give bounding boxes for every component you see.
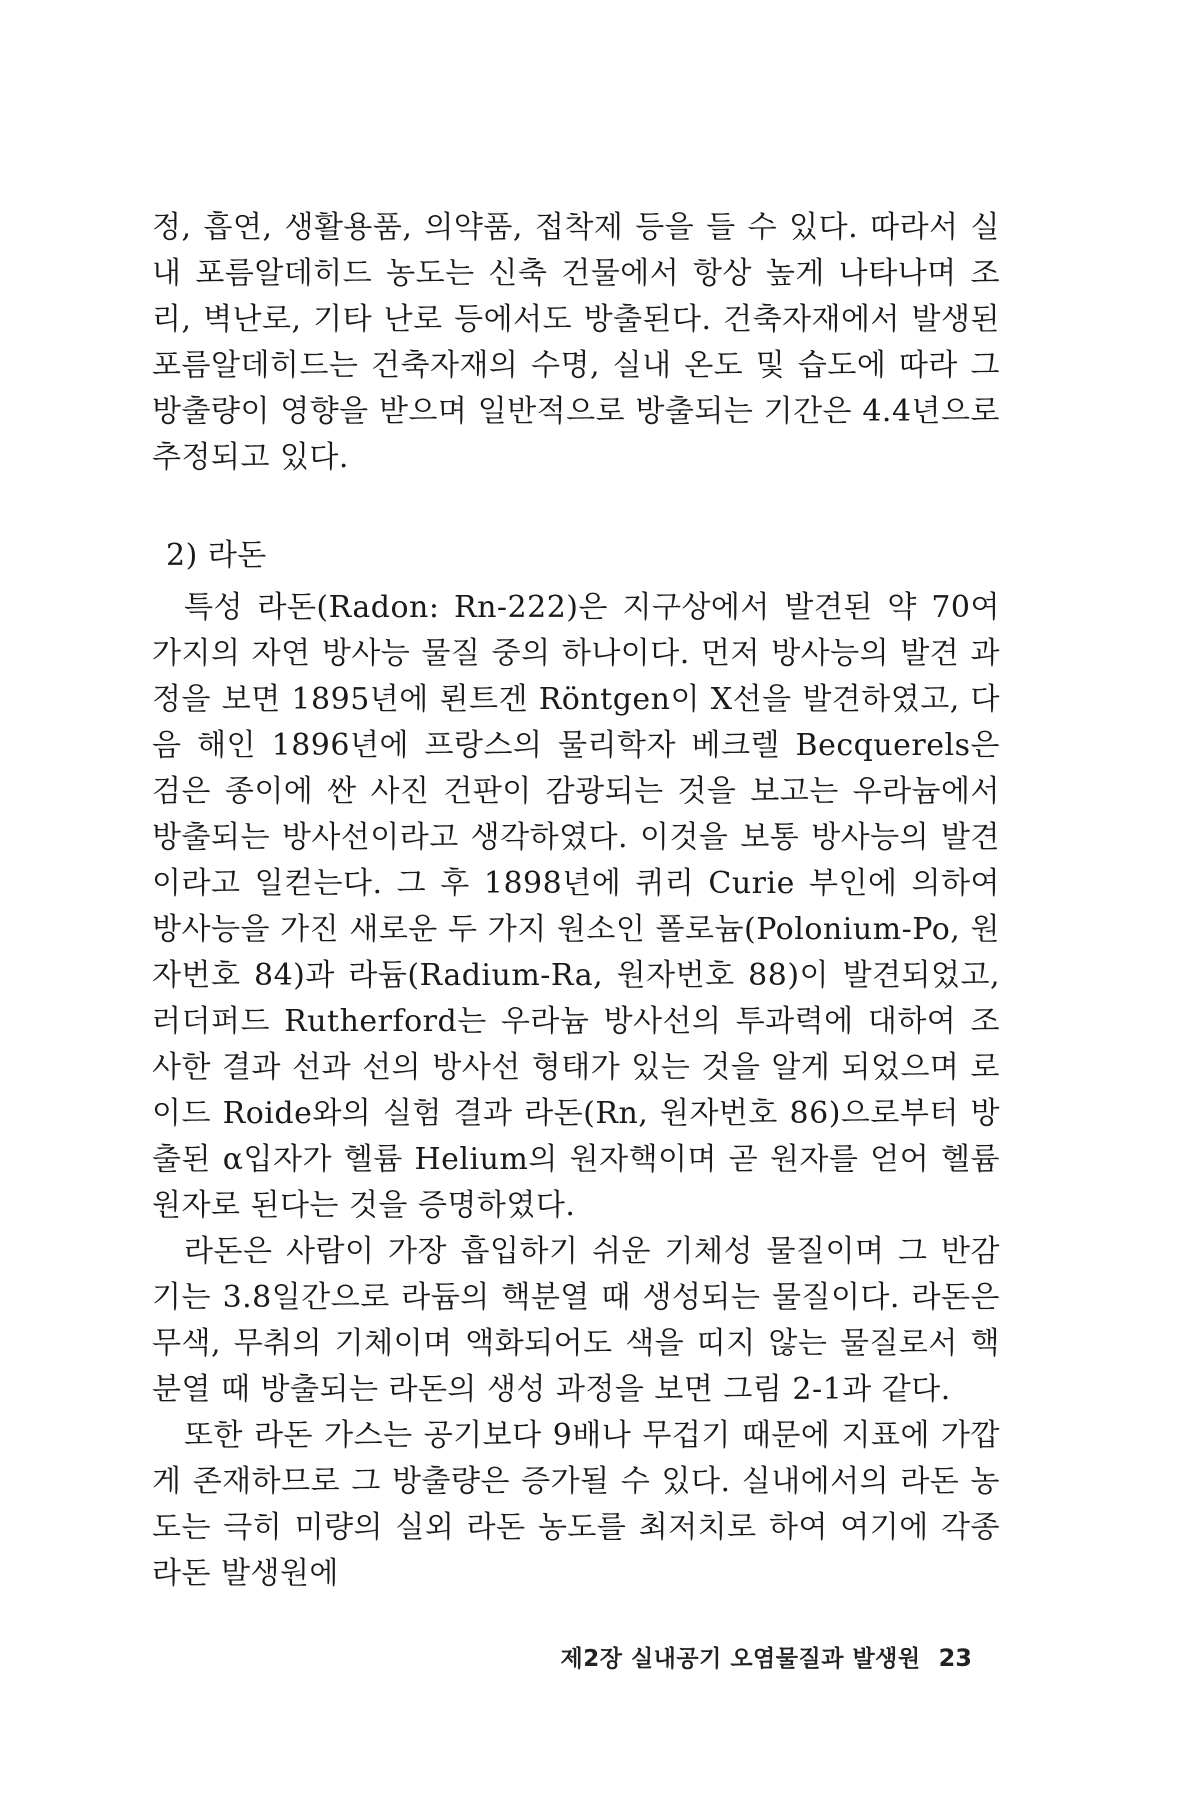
paragraph-radon-gas-weight: 또한 라돈 가스는 공기보다 9배나 무겁기 때문에 지표에 가깝게 존재하므로 그 방출량은 증가될 수 있다. 실내에서의 라돈 농도는 극히 미량의 실외 라돈 농도를 최저치로 하여 여기에 각종 라돈 발생원에 xyxy=(152,1418,1000,1591)
page-footer xyxy=(561,1640,972,1673)
section-heading-radon: 2) 라돈 xyxy=(166,538,267,573)
page-number: 23 xyxy=(938,1644,972,1672)
paragraph-radon-properties: 특성 라돈(Radon: Rn-222)은 지구상에서 발견된 약 70여 가지의 자연 방사능 물질 중의 하나이다. 먼저 방사능의 발견 과정을 보면 1895년에 뢴트겐 Röntgen이 X선을 발견하였고, 다음 해인 1896년에 프랑스의 물리학자 베크렐 Becquerels은 검은 종이에 싼 사진 건판이 감광되는 것을 보고는 우라늄에서 방출되는 방사선이라고 생각하였다. 이것을 보통 방사능의 발견이라고 일컫는다. 그 후 1898년에 퀴리 Curie 부인에 의하여 방사능을 가진 새로운 두 가지 원소인 폴로늄(Polonium-Po, 원자번호 84)과 라듐(Radium-Ra, 원자번호 88)이 발견되었고, 러더퍼드 Rutherford는 우라늄 방사선의 투과력에 대하여 조사한 결과 선과 선의 방사선 형태가 있는 것을 알게 되었으며 로이드 Roide와의 실험 결과 라돈(Rn, 원자번호 86)으로부터 방출된 α입자가 헬륨 Helium의 원자핵이며 곧 원자를 얻어 헬륨 원자로 된다는 것을 증명하였다. xyxy=(152,590,1000,1223)
body-text xyxy=(152,205,1000,1597)
paragraph-radon-halflife: 라돈은 사람이 가장 흡입하기 쉬운 기체성 물질이며 그 반감기는 3.8일간으로 라듐의 핵분열 때 생성되는 물질이다. 라돈은 무색, 무취의 기체이며 액화되어도 색을 띠지 않는 물질로서 핵분열 때 방출되는 라돈의 생성 과정을 보면 그림 2-1과 같다. xyxy=(152,1234,1000,1407)
paragraph-formaldehyde-continued: 정, 흡연, 생활용품, 의약품, 접착제 등을 들 수 있다. 따라서 실내 포름알데히드 농도는 신축 건물에서 항상 높게 나타나며 조리, 벽난로, 기타 난로 등에서도 방출된다. 건축자재에서 발생된 포름알데히드는 건축자재의 수명, 실내 온도 및 습도에 따라 그 방출량이 영향을 받으며 일반적으로 방출되는 기간은 4.4년으로 추정되고 있다. xyxy=(152,210,1000,475)
chapter-title: 제2장 실내공기 오염물질과 발생원 xyxy=(560,1646,921,1672)
section-spacer xyxy=(152,481,1000,527)
